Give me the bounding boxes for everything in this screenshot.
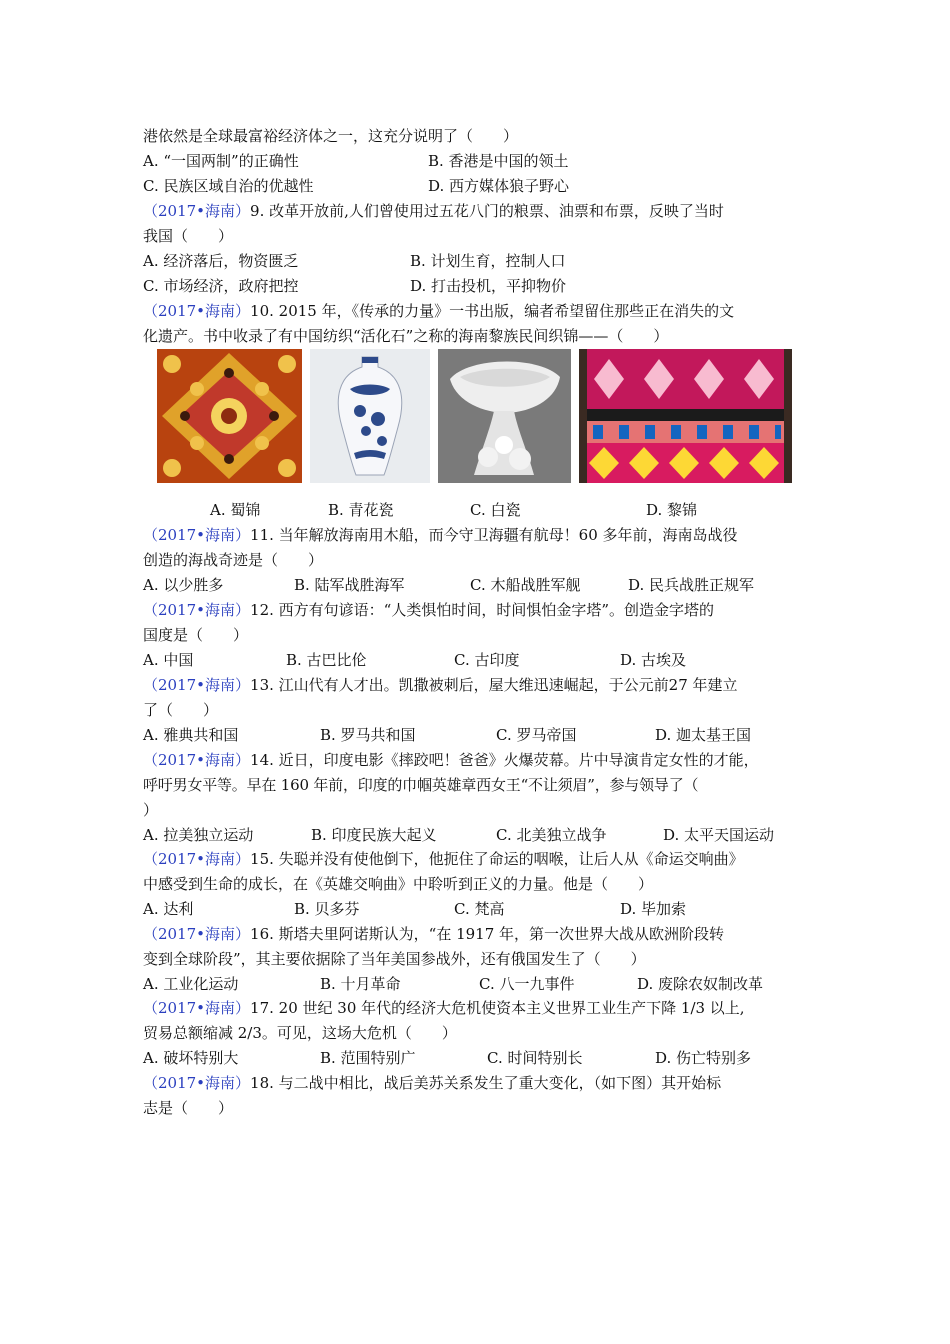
q16-stem-2: 变到全球阶段”，其主要依据除了当年美国参战外，还有俄国发生了（ ） (143, 950, 646, 968)
source-tag: （2017•海南） (143, 925, 251, 943)
q11-option-a: A. 以少胜多 (143, 576, 224, 594)
q10-stem: （2017•海南）10. 2015 年，《传承的力量》一书出版，编者希望留住那些正在消失的文 (143, 302, 735, 320)
q8-option-a: A. “一国两制”的正确性 (143, 152, 299, 170)
q13-option-b: B. 罗马共和国 (320, 726, 416, 744)
q13-option-d: D. 迦太基王国 (655, 726, 752, 744)
q12-option-b: B. 古巴比伦 (286, 651, 367, 669)
q12-option-d: D. 古埃及 (620, 651, 687, 669)
q17-option-c: C. 时间特别长 (487, 1049, 583, 1067)
q10-option-d: D. 黎锦 (646, 501, 698, 519)
q15-option-b: B. 贝多芬 (294, 900, 360, 918)
q12-stem: （2017•海南）12. 西方有句谚语：“人类惧怕时间，时间惧怕金字塔”。创造金字塔的 (143, 601, 714, 619)
source-tag: （2017•海南） (143, 850, 251, 868)
q15-option-d: D. 毕加索 (620, 900, 687, 918)
q18-stem-2: 志是（ ） (143, 1099, 234, 1117)
q8-option-b: B. 香港是中国的领土 (428, 152, 569, 170)
q11-option-d: D. 民兵战胜正规军 (628, 576, 755, 594)
q11-option-b: B. 陆军战胜海军 (294, 576, 405, 594)
q9-stem-2: 我国（ ） (143, 227, 234, 245)
q16-option-d: D. 废除农奴制改革 (637, 975, 764, 993)
q14-option-a: A. 拉美独立运动 (143, 826, 254, 844)
q8-tail: 港依然是全球最富裕经济体之一，这充分说明了（ ） (143, 127, 519, 145)
q10-option-b: B. 青花瓷 (328, 501, 394, 519)
q15-stem: （2017•海南）15. 失聪并没有使他倒下，他扼住了命运的咽喉，让后人从《命运交响曲》 (143, 850, 744, 868)
q16-option-a: A. 工业化运动 (143, 975, 239, 993)
q12-stem-2: 国度是（ ） (143, 626, 249, 644)
q14-option-d: D. 太平天国运动 (663, 826, 775, 844)
q14-option-b: B. 印度民族大起义 (311, 826, 437, 844)
q14-stem: （2017•海南）14. 近日，印度电影《摔跤吧！爸爸》火爆荧幕。片中导演肯定女性的才能， (143, 751, 759, 769)
q11-stem-2: 创造的海战奇迹是（ ） (143, 551, 324, 569)
q9-option-a: A. 经济落后，物资匮乏 (143, 252, 299, 270)
q14-option-c: C. 北美独立战争 (496, 826, 607, 844)
source-tag: （2017•海南） (143, 999, 251, 1017)
q9-option-d: D. 打击投机，平抑物价 (410, 277, 567, 295)
q10-stem-2: 化遗产。书中收录了有中国纺织“活化石”之称的海南黎族民间织锦——（ ） (143, 327, 669, 345)
q12-option-c: C. 古印度 (454, 651, 520, 669)
q9-option-c: C. 市场经济，政府把控 (143, 277, 299, 295)
q15-stem-2: 中感受到生命的成长，在《英雄交响曲》中聆听到正义的力量。他是（ ） (143, 875, 654, 893)
source-tag: （2017•海南） (143, 302, 251, 320)
q8-option-c: C. 民族区域自治的优越性 (143, 177, 314, 195)
white-porcelain-photo (438, 349, 571, 483)
q17-option-b: B. 范围特别广 (320, 1049, 416, 1067)
source-tag: （2017•海南） (143, 202, 251, 220)
source-tag: （2017•海南） (143, 751, 251, 769)
q16-option-b: B. 十月革命 (320, 975, 401, 993)
q13-option-c: C. 罗马帝国 (496, 726, 577, 744)
q11-option-c: C. 木船战胜军舰 (470, 576, 581, 594)
q17-stem-2: 贸易总额缩减 2/3。可见，这场大危机（ ） (143, 1024, 457, 1042)
q13-stem: （2017•海南）13. 江山代有人才出。凯撒被刺后，屋大维迅速崛起，于公元前27 年建立 (143, 676, 738, 694)
q10-option-a: A. 蜀锦 (210, 501, 261, 519)
q17-stem: （2017•海南）17. 20 世纪 30 年代的经济大危机使资本主义世界工业生产下降 1/3 以上, (143, 999, 745, 1017)
q8-option-d: D. 西方媒体狼子野心 (428, 177, 570, 195)
q16-stem: （2017•海南）16. 斯塔夫里阿诺斯认为，“在 1917 年，第一次世界大战从欧洲阶段转 (143, 925, 725, 943)
q13-option-a: A. 雅典共和国 (143, 726, 239, 744)
q18-stem: （2017•海南）18. 与二战中相比，战后美苏关系发生了重大变化，（如下图）其开始标 (143, 1074, 722, 1092)
q9-option-b: B. 计划生育，控制人口 (410, 252, 566, 270)
q10-option-c: C. 白瓷 (470, 501, 521, 519)
q15-option-c: C. 梵高 (454, 900, 505, 918)
blue-white-porcelain-photo (310, 349, 430, 483)
q14-stem-3: ） (143, 801, 159, 819)
q13-stem-2: 了（ ） (143, 701, 219, 719)
source-tag: （2017•海南） (143, 1074, 251, 1092)
source-tag: （2017•海南） (143, 526, 251, 544)
source-tag: （2017•海南） (143, 601, 251, 619)
q12-option-a: A. 中国 (143, 651, 194, 669)
li-brocade-photo (579, 349, 792, 483)
q17-option-a: A. 破坏特别大 (143, 1049, 239, 1067)
q15-option-a: A. 达利 (143, 900, 194, 918)
q16-option-c: C. 八一九事件 (479, 975, 575, 993)
q11-stem: （2017•海南）11. 当年解放海南用木船，而今守卫海疆有航母！60 多年前，海南岛战役 (143, 526, 738, 544)
source-tag: （2017•海南） (143, 676, 251, 694)
q17-option-d: D. 伤亡特别多 (655, 1049, 752, 1067)
q14-stem-2: 呼吁男女平等。早在 160 年前，印度的巾帼英雄章西女王“不让须眉”，参与领导了（ (143, 776, 699, 794)
q9-stem: （2017•海南）9. 改革开放前,人们曾使用过五花八门的粮票、油票和布票，反映了当时 (143, 202, 724, 220)
shu-brocade-photo (157, 349, 302, 483)
